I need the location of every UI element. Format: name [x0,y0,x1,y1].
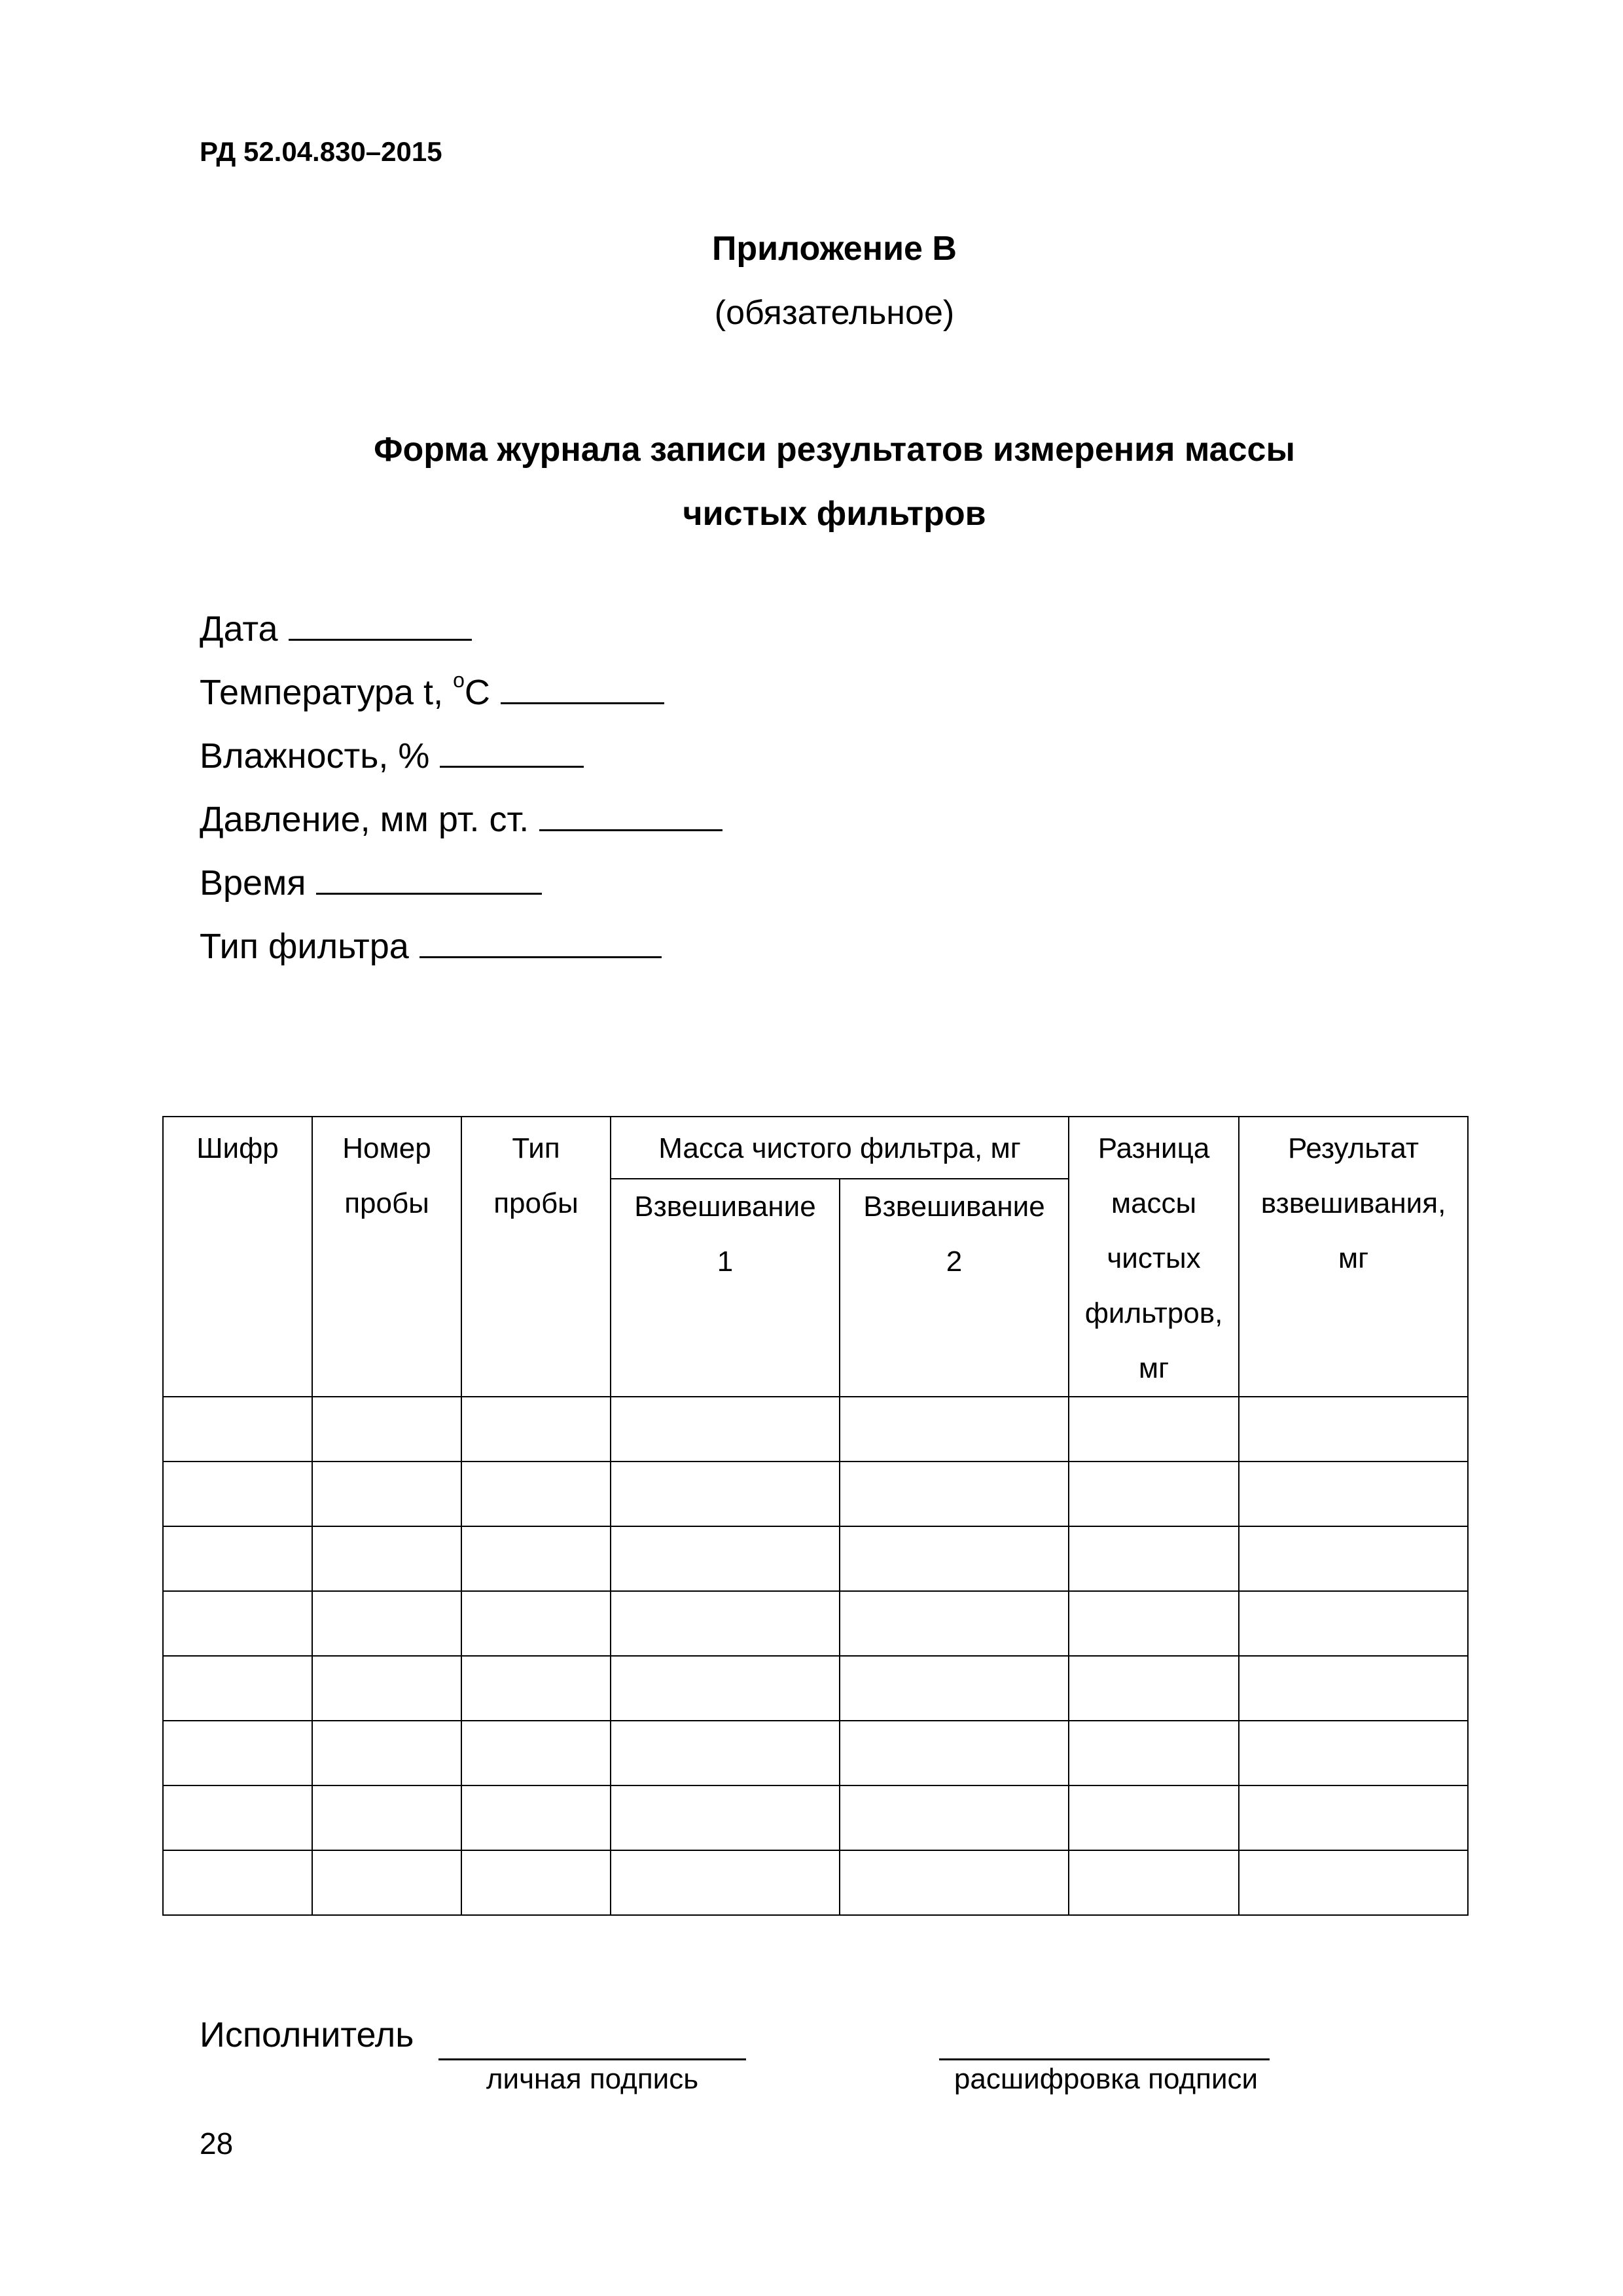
table-cell[interactable] [1069,1721,1239,1785]
table-row [163,1397,1468,1462]
field-humidity-label: Влажность, % [200,736,430,776]
field-date [200,609,472,649]
table-cell[interactable] [461,1526,611,1591]
appendix-title: Приложение В [712,230,957,268]
table-cell[interactable] [840,1526,1069,1591]
table-cell[interactable] [312,1397,461,1462]
table-row [163,1591,1468,1656]
header-mass-group: Масса чистого фильтра, мг [611,1117,1069,1179]
header-result: Результат взвешивания, мг [1239,1117,1468,1397]
signature-caption-personal: личная подпись [486,2063,699,2095]
table-cell[interactable] [1069,1656,1239,1721]
document-code: РД 52.04.830–2015 [200,136,442,167]
field-filter-type-blank[interactable] [419,927,662,958]
table-cell[interactable] [611,1850,840,1915]
signature-label: Исполнитель [200,2015,414,2054]
header-sample-type: Тип пробы [461,1117,611,1397]
header-weighing-1: Взвешивание 1 [611,1179,840,1397]
table-cell[interactable] [312,1591,461,1656]
table-cell[interactable] [461,1850,611,1915]
table-header-row-1 [163,1117,1468,1179]
field-temperature-unit: C [464,673,490,712]
table-cell[interactable] [611,1526,840,1591]
table-cell[interactable] [312,1656,461,1721]
table-cell[interactable] [840,1397,1069,1462]
table-cell[interactable] [461,1462,611,1526]
table-row [163,1656,1468,1721]
table-cell[interactable] [163,1785,312,1850]
table-cell[interactable] [1239,1656,1468,1721]
field-humidity-blank[interactable] [440,737,584,768]
table-row [163,1850,1468,1915]
field-temperature [200,668,664,713]
table-cell[interactable] [461,1656,611,1721]
table-cell[interactable] [840,1591,1069,1656]
table-cell[interactable] [611,1462,840,1526]
journal-table [162,1116,1469,1916]
table-cell[interactable] [163,1656,312,1721]
page-number: 28 [200,2126,234,2161]
table-cell[interactable] [840,1850,1069,1915]
table-cell[interactable] [1239,1462,1468,1526]
signature-line-personal[interactable] [438,2058,746,2060]
field-filter-type [200,926,662,967]
field-temperature-blank[interactable] [501,673,664,704]
table-cell[interactable] [312,1721,461,1785]
field-humidity [200,736,584,776]
table-cell[interactable] [312,1462,461,1526]
signature-line-decoding[interactable] [939,2058,1270,2060]
table-cell[interactable] [1069,1462,1239,1526]
signature-caption-decoding: расшифровка подписи [954,2063,1258,2095]
table-cell[interactable] [163,1721,312,1785]
table-cell[interactable] [312,1850,461,1915]
table-cell[interactable] [1239,1785,1468,1850]
table-cell[interactable] [461,1785,611,1850]
table-cell[interactable] [1239,1397,1468,1462]
table-cell[interactable] [163,1397,312,1462]
table-cell[interactable] [461,1591,611,1656]
table-cell[interactable] [1069,1591,1239,1656]
table-row [163,1721,1468,1785]
table-cell[interactable] [163,1526,312,1591]
form-title-line-1: Форма журнала записи результатов измерения массы [374,431,1295,469]
header-code: Шифр [163,1117,312,1397]
table-cell[interactable] [461,1721,611,1785]
table-cell[interactable] [840,1656,1069,1721]
table-cell[interactable] [1069,1397,1239,1462]
field-temperature-label: Температура t, [200,673,454,712]
table-cell[interactable] [840,1785,1069,1850]
header-difference: Разница массы чистых фильтров, мг [1069,1117,1239,1397]
table-cell[interactable] [611,1591,840,1656]
table-cell[interactable] [840,1721,1069,1785]
table-cell[interactable] [611,1397,840,1462]
field-time [200,863,542,903]
table-cell[interactable] [461,1397,611,1462]
field-date-label: Дата [200,609,278,649]
table-cell[interactable] [163,1850,312,1915]
degree-symbol: o [453,668,465,692]
table-cell[interactable] [1069,1526,1239,1591]
table-cell[interactable] [312,1785,461,1850]
field-filter-type-label: Тип фильтра [200,927,409,966]
table-cell[interactable] [163,1591,312,1656]
table-cell[interactable] [611,1721,840,1785]
field-time-label: Время [200,863,306,903]
field-time-blank[interactable] [316,864,542,895]
form-title [0,418,1623,546]
table-cell[interactable] [1069,1785,1239,1850]
table-cell[interactable] [1069,1850,1239,1915]
field-pressure [200,799,722,840]
table-cell[interactable] [1239,1591,1468,1656]
table-cell[interactable] [1239,1850,1468,1915]
table-cell[interactable] [163,1462,312,1526]
field-pressure-label: Давление, мм рт. ст. [200,800,529,839]
appendix-subtitle: (обязательное) [714,294,955,332]
form-title-line-2: чистых фильтров [683,495,986,533]
table-row [163,1785,1468,1850]
table-cell[interactable] [840,1462,1069,1526]
header-weighing-2: Взвешивание 2 [840,1179,1069,1397]
table-cell[interactable] [611,1785,840,1850]
table-row [163,1526,1468,1591]
table-cell[interactable] [611,1656,840,1721]
header-sample-number: Номер пробы [312,1117,461,1397]
table-cell[interactable] [1239,1721,1468,1785]
field-date-blank[interactable] [289,610,472,641]
field-pressure-blank[interactable] [539,800,722,831]
table-cell[interactable] [312,1526,461,1591]
table-row [163,1462,1468,1526]
table-cell[interactable] [1239,1526,1468,1591]
